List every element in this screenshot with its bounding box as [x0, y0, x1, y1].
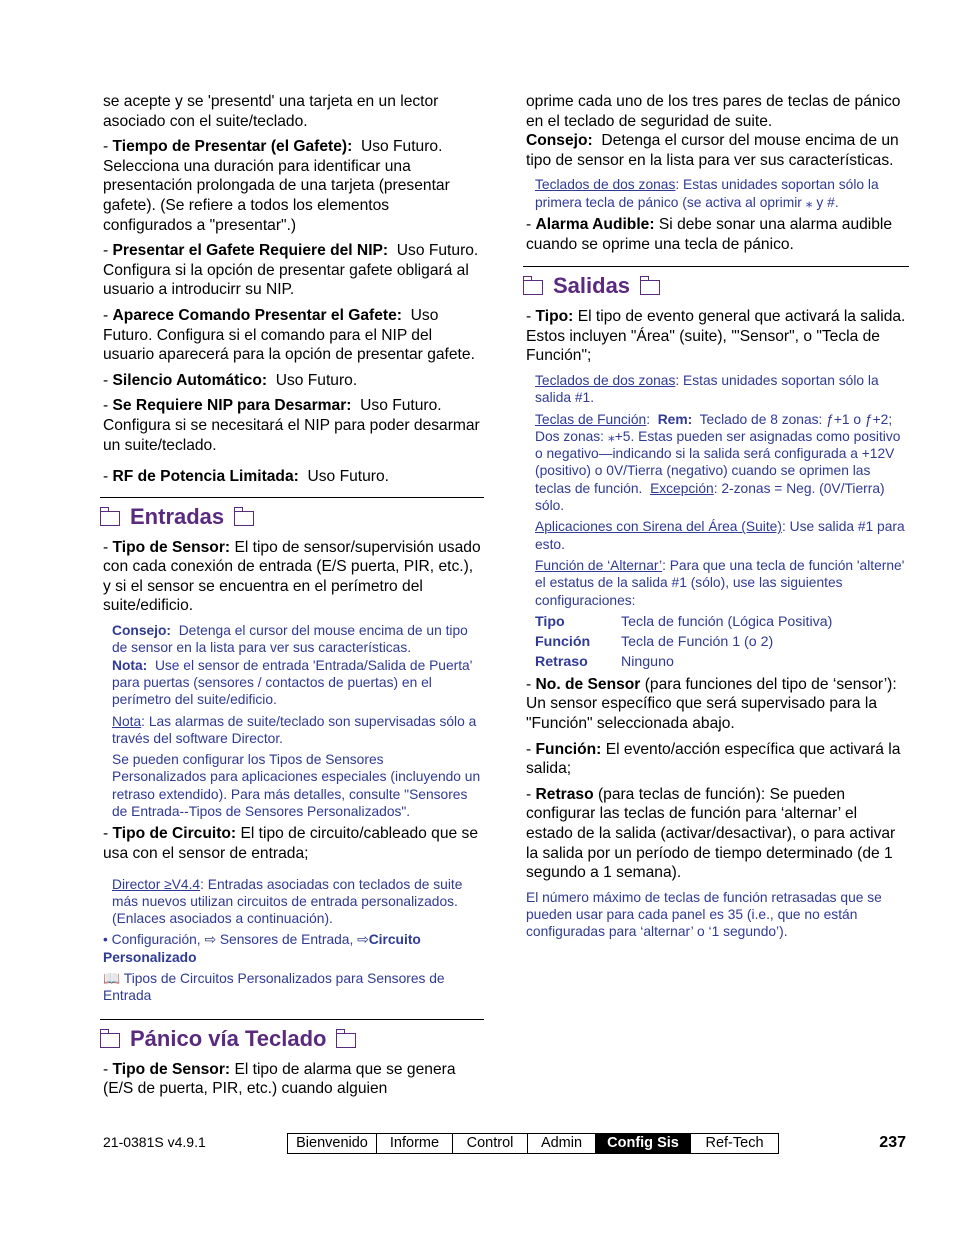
paragraph-nip: - Presentar el Gafete Requiere del NIP: Uso Futuro. Configura si la opción de presentar gafete obligará al usuario a introducirr su NIP. — [103, 242, 479, 299]
section-title: Entradas — [130, 503, 225, 529]
note-director: Director ≥V4.4: Entradas asociadas con teclados de suite más nuevos utilizan circuitos de entrada personalizados. (Enlaces asociados a continuación). — [112, 876, 463, 927]
note-consejo: Consejo: Detenga el cursor del mouse encima de un tipo de sensor en la lista para ver sus características. — [112, 623, 468, 656]
paragraph-tipo-circuito: - Tipo de Circuito: El tipo de circuito/cableado que se usa con el sensor de entrada; — [103, 825, 478, 862]
paragraph-funcion: - Función: El evento/acción específica que activará la salida; — [526, 740, 901, 778]
right-column — [526, 92, 906, 945]
paragraph-continuation: oprime cada uno de los tres pares de teclas de pánico en el teclado de seguridad de suite. — [526, 93, 901, 130]
paragraph-aparece: - Aparece Comando Presentar el Gafete: Uso Futuro. Configura si el comando para el NIP del usuario aparecerá para la opción de presentar gafete. — [103, 306, 475, 364]
paragraph-desarmar: - Se Requiere NIP para Desarmar: Uso Futuro. Configura si se necesitará el NIP para poder desarmar un suite/teclado. — [103, 397, 480, 454]
section-salidas-heading — [523, 266, 909, 299]
paragraph-tipo-sensor: - Tipo de Sensor: El tipo de sensor/supervisión usado con cada conexión de entrada (E/S puerta, PIR, etc.), y si el sensor se encuentra en el perímetro del suite/edificio. — [103, 538, 481, 615]
section-title: Salidas — [553, 273, 631, 299]
page-number: 237 — [879, 1134, 906, 1151]
table-row: Función Tecla de Función 1 (o 2) — [535, 633, 774, 650]
folder-icon — [640, 280, 660, 295]
note-dos-zonas: Teclados de dos zonas: Estas unidades soportan sólo la salida #1. — [535, 372, 879, 406]
section-panico-heading — [100, 1019, 484, 1052]
note-teclas-funcion: Teclas de Función: Rem: Teclado de 8 zonas: ƒ+1 o ƒ+2; Dos zonas: ⁎+5. Estas pueden ser asignadas como positivo o negativo—indicando si la salida será configurada a +12V (positivo) o 0V/Tierra (negativo) cuando se oprimen las teclas de función. Excepción: 2-zonas = Neg. (0V/Tierra) sólo. — [535, 411, 901, 514]
paragraph-intro: se acepte y se 'presentd' una tarjeta en un lector asociado con el suite/teclado. — [103, 93, 439, 130]
paragraph-silencio: - Silencio Automático: Uso Futuro. — [103, 371, 358, 389]
tab-config-sis[interactable]: Config Sis — [595, 1134, 690, 1153]
section-entradas-heading — [100, 497, 484, 530]
section-title: Pánico vía Teclado — [130, 1025, 327, 1051]
folder-icon — [336, 1033, 356, 1048]
footer-nav-tabs — [287, 1133, 779, 1154]
note-alternar: Función de ‘Alternar’: Para que una tecla de función 'alterne' el estatus de la salida #1 (sólo), use las siguientes configuraciones: — [535, 557, 905, 608]
paragraph-consejo: Consejo: Detenga el cursor del mouse encima de un tipo de sensor en la lista para ver sus características. — [526, 132, 899, 169]
note-nota-2: Nota: Las alarmas de suite/teclado son supervisadas sólo a través del software Director. — [112, 713, 477, 746]
folder-icon — [234, 511, 254, 526]
book-icon: 📖 — [103, 971, 121, 986]
paragraph-alarma-audible: - Alarma Audible: Si debe sonar una alarma audible cuando se oprime una tecla de pánico. — [526, 215, 893, 253]
note-nota: Nota: Use el sensor de entrada 'Entrada/Salida de Puerta' para puertas (sensores / contactos de puertas) en el perímetro del suite/edificio. — [112, 657, 473, 708]
paragraph-no-sensor: - No. de Sensor (para funciones del tipo de ‘sensor’): Un sensor específico que será supervisado para la "Función" seleccionada abajo. — [526, 675, 897, 732]
paragraph-panico-tipo: - Tipo de Sensor: El tipo de alarma que se genera (E/S de puerta, PIR, etc.) cuando alguien — [103, 1060, 456, 1098]
document-id: 21-0381S v4.9.1 — [103, 1134, 206, 1150]
folder-icon — [523, 280, 543, 295]
note-maximo: El número máximo de teclas de función retrasadas que se pueden usar para cada panel es 35 (i.e., que no están configuradas para ‘alternar’ o ‘1 segundo’). — [526, 889, 882, 940]
paragraph-tipo: - Tipo: El tipo de evento general que activará la salida. Estos incluyen "Área" (suite), '"Sensor", o "Tecla de Función"; — [526, 308, 906, 365]
tab-bienvenido[interactable]: Bienvenido — [296, 1135, 368, 1151]
paragraph-tiempo: - Tiempo de Presentar (el Gafete): Uso Futuro. Selecciona una duración para identificar una presentación prolongada de una tarjeta (presentar gafete). (Se refiere a todos los elementos configurados a "presentar".) — [103, 138, 450, 234]
page-footer — [103, 1133, 906, 1155]
table-row: Retraso Ninguno — [535, 653, 674, 670]
folder-icon — [100, 511, 120, 526]
tab-informe[interactable]: Informe — [376, 1134, 452, 1153]
link-tipos-circuitos[interactable]: 📖 Tipos de Circuitos Personalizados para Sensores de Entrada — [103, 971, 445, 1004]
note-sirena: Aplicaciones con Sirena del Área (Suite): Use salida #1 para esto. — [535, 519, 905, 552]
left-column — [103, 92, 481, 1105]
tab-control[interactable]: Control — [452, 1134, 527, 1153]
tab-ref-tech[interactable]: Ref-Tech — [690, 1134, 778, 1153]
paragraph-rf: - RF de Potencia Limitada: Uso Futuro. — [103, 468, 389, 486]
folder-icon — [100, 1033, 120, 1048]
config-table — [535, 613, 832, 673]
tab-admin[interactable]: Admin — [527, 1134, 595, 1153]
link-circuito-personalizado[interactable]: • Configuración, ⇨ Sensores de Entrada, ⇨Circuito Personalizado — [103, 932, 421, 965]
note-custom-sensors: Se pueden configurar los Tipos de Sensores Personalizados para aplicaciones especiales (incluyendo un retraso extendido). Para más detalles, consulte "Sensores de Entrada--Tipos de Sensores Personalizados". — [112, 752, 481, 820]
note-teclados-dos-zonas: Teclados de dos zonas: Estas unidades soportan sólo la primera tecla de pánico (se activa al oprimir ⁎ y #. — [535, 177, 879, 210]
table-row: Tipo Tecla de función (Lógica Positiva) — [535, 613, 833, 630]
paragraph-retraso: - Retraso (para teclas de función): Se pueden configurar las teclas de función para ‘alternar’ el estado de la salida (activar/desactivar), o para activar la salida por un período de tiempo determinado (de 1 segundo a 1 semana). — [526, 785, 896, 882]
